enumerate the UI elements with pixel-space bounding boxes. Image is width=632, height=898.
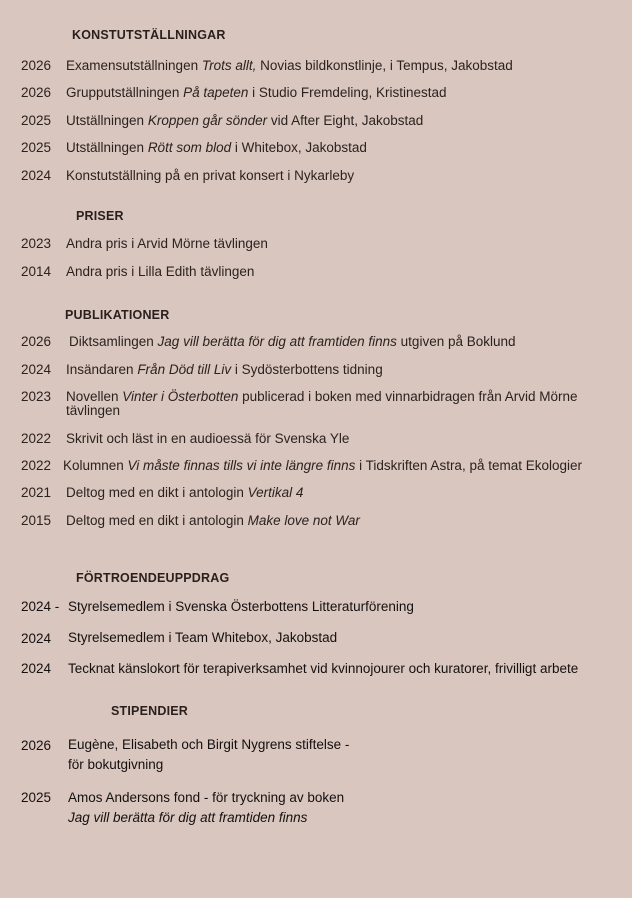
entry-text: Andra pris i Lilla Edith tävlingen	[66, 264, 255, 279]
entry-text: Grupputställningen På tapeten i Studio Fremdeling, Kristinestad	[66, 85, 447, 100]
entry-text: Styrelsemedlem i Svenska Österbottens Litteraturförening	[68, 599, 414, 614]
section-heading-grants: STIPENDIER	[111, 704, 189, 718]
entry-year: 2015	[21, 513, 52, 528]
entry-year: 2024	[21, 661, 52, 676]
entry-text: Deltog med en dikt i antologin Vertikal 4	[66, 485, 304, 500]
entry-year: 2025	[21, 140, 52, 155]
entry-text: Insändaren Från Död till Liv i Sydösterbottens tidning	[66, 362, 383, 377]
entry-text: Konstutställning på en privat konsert i Nykarleby	[66, 168, 355, 183]
entry-text: Utställningen Kroppen går sönder vid After Eight, Jakobstad	[66, 113, 424, 128]
entry-text: Diktsamlingen Jag vill berätta för dig att framtiden finns utgiven på Boklund	[69, 334, 516, 349]
entry-text: Andra pris i Arvid Mörne tävlingen	[66, 236, 268, 251]
entry-year: 2025	[21, 113, 52, 128]
entry-year: 2025	[21, 790, 52, 805]
entry-year: 2024	[21, 168, 52, 183]
section-heading-prizes: PRISER	[76, 209, 124, 223]
entry-year: 2026	[21, 58, 52, 73]
entry-year: 2022	[21, 431, 52, 446]
entry-year: 2024	[21, 362, 52, 377]
entry-text: Eugène, Elisabeth och Birgit Nygrens stiftelse -	[68, 737, 350, 752]
entry-year: 2021	[21, 485, 52, 500]
entry-text: Novellen Vinter i Österbotten publicerad i boken med vinnarbidragen från Arvid Mörne	[66, 389, 578, 404]
entry-year: 2014	[21, 264, 52, 279]
entry-text: Deltog med en dikt i antologin Make love not War	[66, 513, 360, 528]
section-heading-publications: PUBLIKATIONER	[65, 308, 170, 322]
section-heading-trust: FÖRTROENDEUPPDRAG	[76, 571, 230, 585]
entry-year: 2023	[21, 389, 52, 404]
entry-year: 2026	[21, 85, 52, 100]
entry-year: 2022	[21, 458, 52, 473]
entry-text-continued: Jag vill berätta för dig att framtiden finns	[68, 810, 308, 825]
entry-year: 2026	[21, 738, 52, 753]
entry-text: Styrelsemedlem i Team Whitebox, Jakobstad	[68, 630, 338, 645]
entry-year: 2023	[21, 236, 52, 251]
entry-year: 2024 -	[21, 599, 60, 614]
entry-text-continued: tävlingen	[66, 403, 121, 418]
entry-year: 2024	[21, 631, 52, 646]
entry-text: Examensutställningen Trots allt, Novias bildkonstlinje, i Tempus, Jakobstad	[66, 58, 513, 73]
entry-text: Utställningen Rött som blod i Whitebox, Jakobstad	[66, 140, 367, 155]
entry-text: Tecknat känslokort för terapiverksamhet vid kvinnojourer och kuratorer, frivilligt arbete	[68, 661, 579, 676]
entry-text: Amos Andersons fond - för tryckning av boken	[68, 790, 345, 805]
section-heading-exhibitions: KONSTUTSTÄLLNINGAR	[72, 28, 226, 42]
entry-text: Kolumnen Vi måste finnas tills vi inte längre finns i Tidskriften Astra, på temat Ekologier	[63, 458, 583, 473]
entry-text-continued: för bokutgivning	[68, 757, 164, 772]
entry-year: 2026	[21, 334, 52, 349]
entry-text: Skrivit och läst in en audioessä för Svenska Yle	[66, 431, 350, 446]
